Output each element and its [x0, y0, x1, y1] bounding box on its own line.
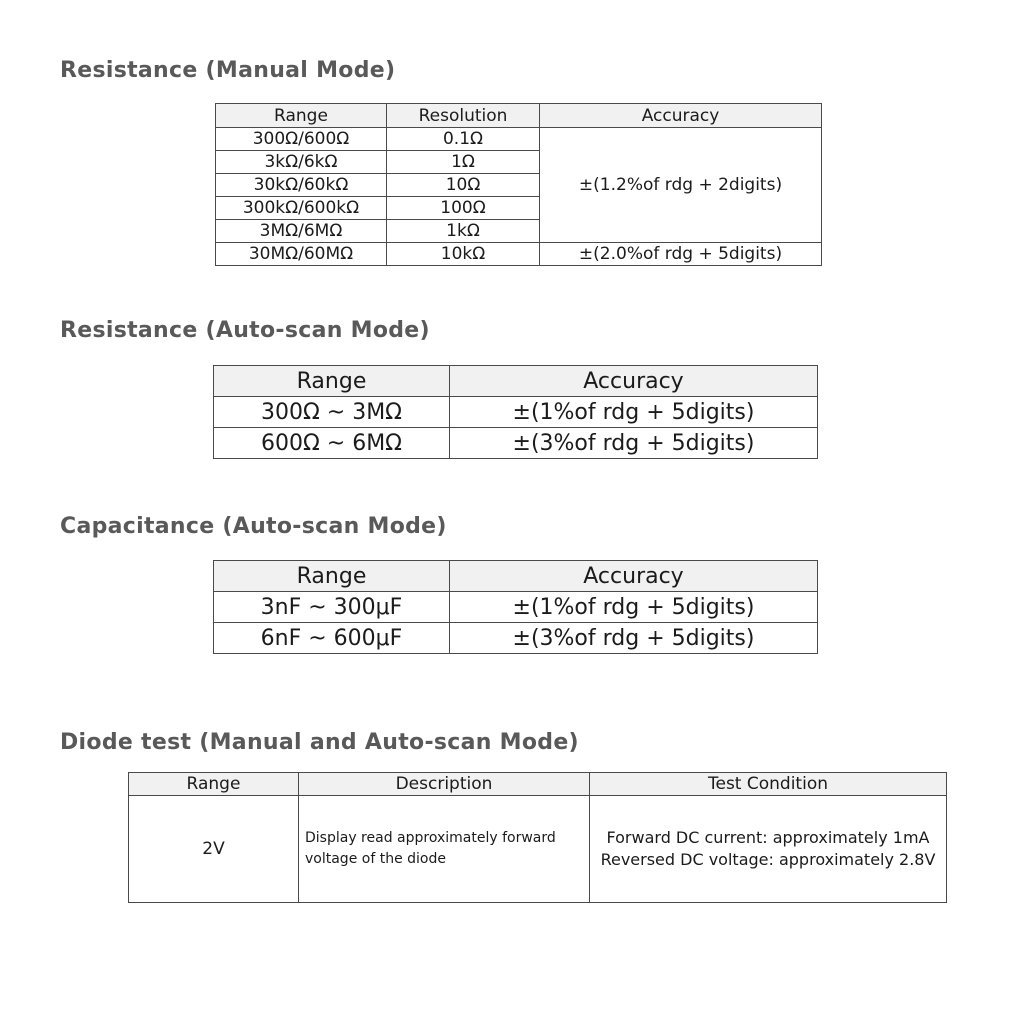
cell-range: 600Ω ~ 6MΩ	[214, 428, 450, 459]
table-row	[216, 243, 822, 266]
resistance-auto-table	[213, 365, 818, 459]
cell-range: 300Ω/600Ω	[216, 128, 387, 151]
table-header-row	[214, 561, 818, 592]
cell-range: 30kΩ/60kΩ	[216, 174, 387, 197]
section-title-capacitance-auto: Capacitance (Auto-scan Mode)	[60, 514, 447, 539]
section-title-diode-test: Diode test (Manual and Auto-scan Mode)	[60, 730, 579, 755]
cell-range: 3kΩ/6kΩ	[216, 151, 387, 174]
cell-test-condition	[590, 796, 947, 903]
column-header-accuracy: Accuracy	[450, 366, 818, 397]
section-title-resistance-manual: Resistance (Manual Mode)	[60, 58, 396, 83]
section-title-resistance-auto: Resistance (Auto-scan Mode)	[60, 318, 430, 343]
test-condition-line-reversed: Reversed DC voltage: approximately 2.8V	[600, 850, 936, 869]
table-row	[214, 397, 818, 428]
cell-accuracy: ±(1%of rdg + 5digits)	[450, 397, 818, 428]
table-header-row	[214, 366, 818, 397]
table-header-row	[216, 104, 822, 128]
diode-test-table	[128, 772, 947, 903]
cell-accuracy: ±(3%of rdg + 5digits)	[450, 428, 818, 459]
cell-resolution: 100Ω	[387, 197, 540, 220]
column-header-range: Range	[214, 561, 450, 592]
resistance-manual-table	[215, 103, 822, 266]
cell-range: 300kΩ/600kΩ	[216, 197, 387, 220]
cell-range: 30MΩ/60MΩ	[216, 243, 387, 266]
table-row	[214, 592, 818, 623]
cell-range: 3MΩ/6MΩ	[216, 220, 387, 243]
table-row	[129, 796, 947, 903]
column-header-range: Range	[216, 104, 387, 128]
table-header-row	[129, 773, 947, 796]
column-header-accuracy: Accuracy	[450, 561, 818, 592]
cell-accuracy: ±(2.0%of rdg + 5digits)	[540, 243, 822, 266]
cell-resolution: 10Ω	[387, 174, 540, 197]
cell-accuracy: ±(3%of rdg + 5digits)	[450, 623, 818, 654]
table-row	[216, 128, 822, 151]
column-header-description: Description	[299, 773, 590, 796]
column-header-resolution: Resolution	[387, 104, 540, 128]
cell-accuracy-merged: ±(1.2%of rdg + 2digits)	[540, 128, 822, 243]
cell-range: 2V	[129, 796, 299, 903]
column-header-range: Range	[129, 773, 299, 796]
capacitance-auto-table	[213, 560, 818, 654]
column-header-accuracy: Accuracy	[540, 104, 822, 128]
column-header-test-condition: Test Condition	[590, 773, 947, 796]
cell-range: 6nF ~ 600μF	[214, 623, 450, 654]
test-condition-line-forward: Forward DC current: approximately 1mA	[606, 828, 930, 848]
cell-range: 300Ω ~ 3MΩ	[214, 397, 450, 428]
table-row	[214, 428, 818, 459]
cell-resolution: 10kΩ	[387, 243, 540, 266]
cell-description: Display read approximately forward voltage of the diode	[299, 796, 590, 903]
cell-resolution: 1Ω	[387, 151, 540, 174]
cell-range: 3nF ~ 300μF	[214, 592, 450, 623]
cell-resolution: 1kΩ	[387, 220, 540, 243]
table-row	[214, 623, 818, 654]
cell-resolution: 0.1Ω	[387, 128, 540, 151]
cell-accuracy: ±(1%of rdg + 5digits)	[450, 592, 818, 623]
column-header-range: Range	[214, 366, 450, 397]
